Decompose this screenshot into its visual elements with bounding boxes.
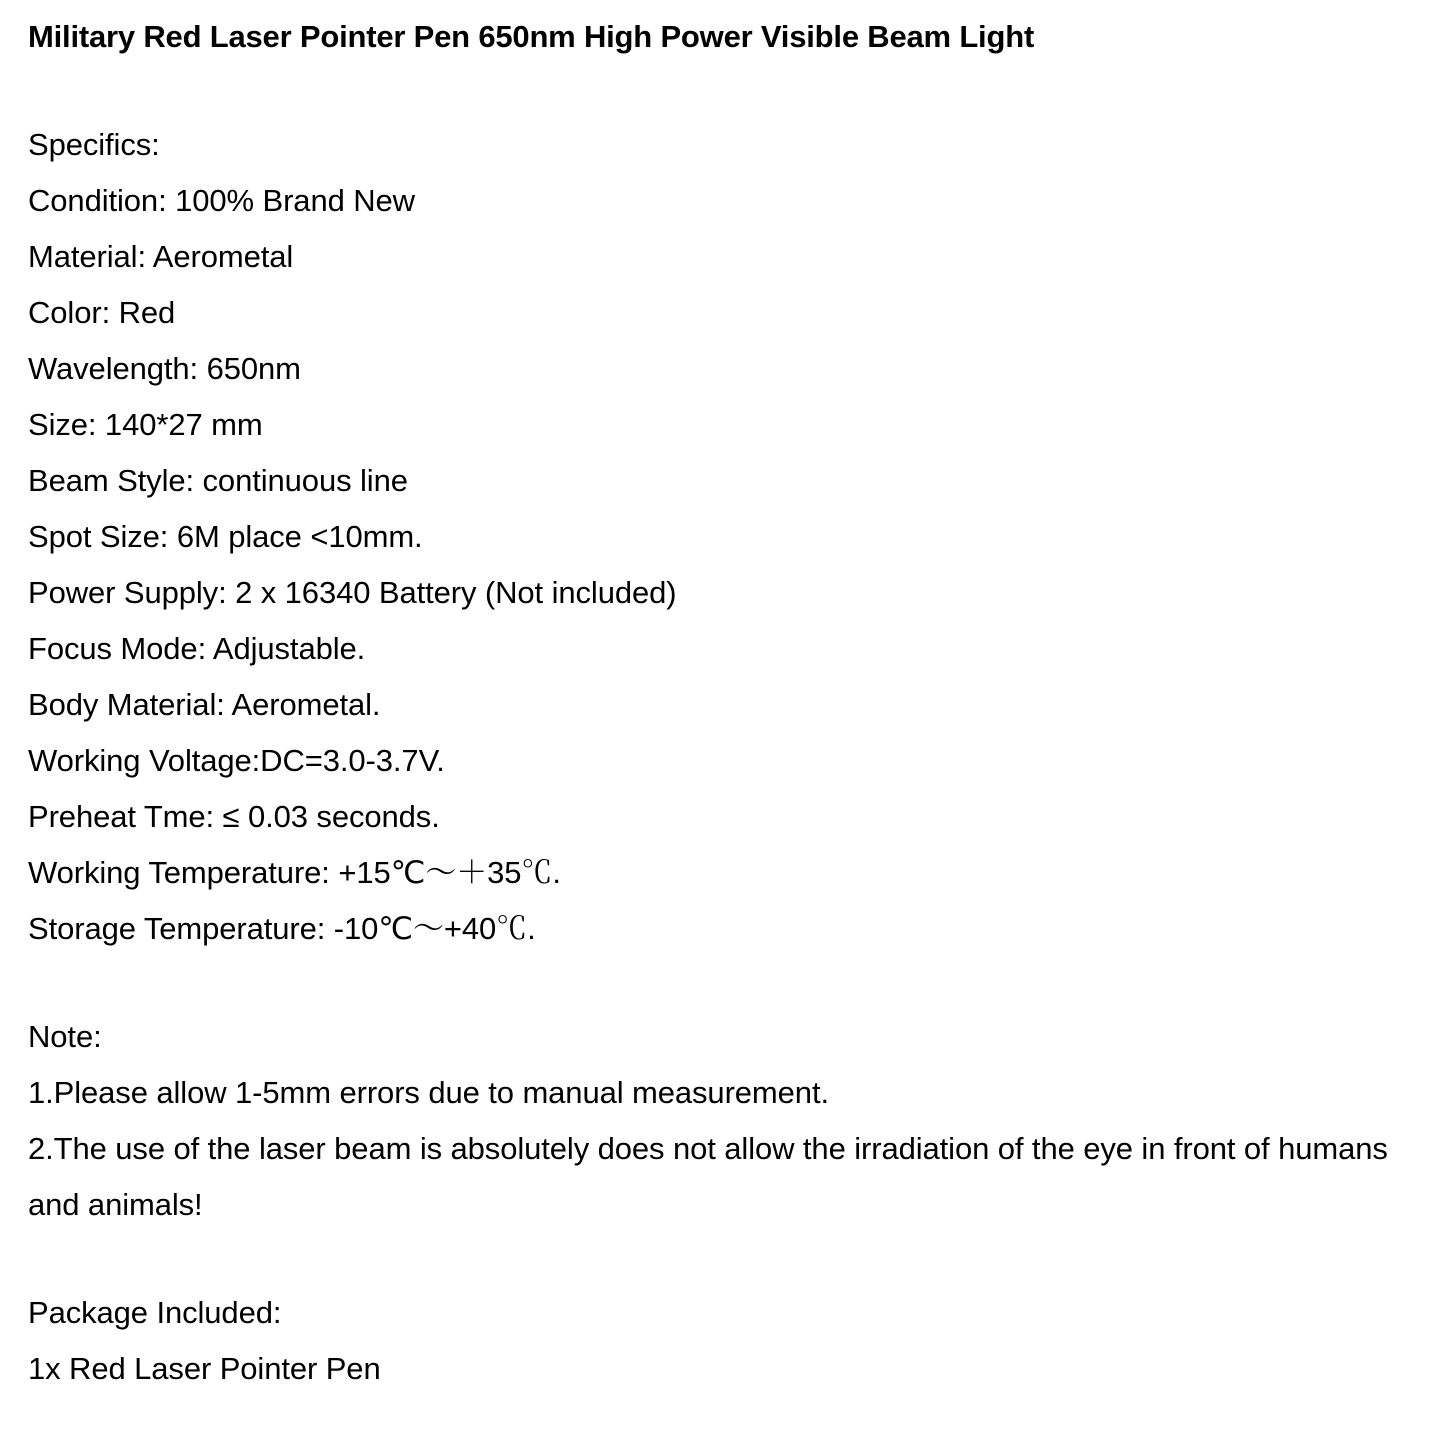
spec-item: Preheat Tme: ≤ 0.03 seconds. bbox=[28, 798, 440, 834]
spec-item: Power Supply: 2 x 16340 Battery (Not included) bbox=[28, 574, 677, 610]
spacer bbox=[28, 57, 1417, 117]
package-heading: Package Included: bbox=[28, 1294, 282, 1330]
spec-item: Working Voltage:DC=3.0-3.7V. bbox=[28, 742, 445, 778]
spec-item: Body Material: Aerometal. bbox=[28, 686, 381, 722]
spec-item: Color: Red bbox=[28, 294, 176, 330]
note-item: 1.Please allow 1-5mm errors due to manual measurement. bbox=[28, 1074, 829, 1110]
spec-item: Condition: 100% Brand New bbox=[28, 182, 415, 218]
spec-item: Spot Size: 6M place <10mm. bbox=[28, 518, 423, 554]
specifics-heading: Specifics: bbox=[28, 126, 160, 162]
spacer bbox=[28, 957, 1417, 1009]
spacer bbox=[28, 1233, 1417, 1285]
note-heading: Note: bbox=[28, 1018, 102, 1054]
spec-item: Working Temperature: +15℃〜＋35℃. bbox=[28, 854, 561, 890]
note-item: 2.The use of the laser beam is absolutely does not allow the irradiation of the eye in front of humans and animals! bbox=[28, 1130, 1388, 1222]
spec-item: Focus Mode: Adjustable. bbox=[28, 630, 366, 666]
page-title: Military Red Laser Pointer Pen 650nm High Power Visible Beam Light bbox=[28, 19, 1035, 54]
spec-item: Wavelength: 650nm bbox=[28, 350, 301, 386]
spec-item: Beam Style: continuous line bbox=[28, 462, 408, 498]
note-section bbox=[28, 1009, 1417, 1233]
package-section bbox=[28, 1285, 1417, 1397]
spec-item: Storage Temperature: -10℃〜+40℃. bbox=[28, 910, 536, 946]
package-item: 1x Red Laser Pointer Pen bbox=[28, 1350, 381, 1386]
spec-item: Size: 140*27 mm bbox=[28, 406, 263, 442]
specifics-section bbox=[28, 117, 1417, 957]
spec-item: Material: Aerometal bbox=[28, 238, 294, 274]
